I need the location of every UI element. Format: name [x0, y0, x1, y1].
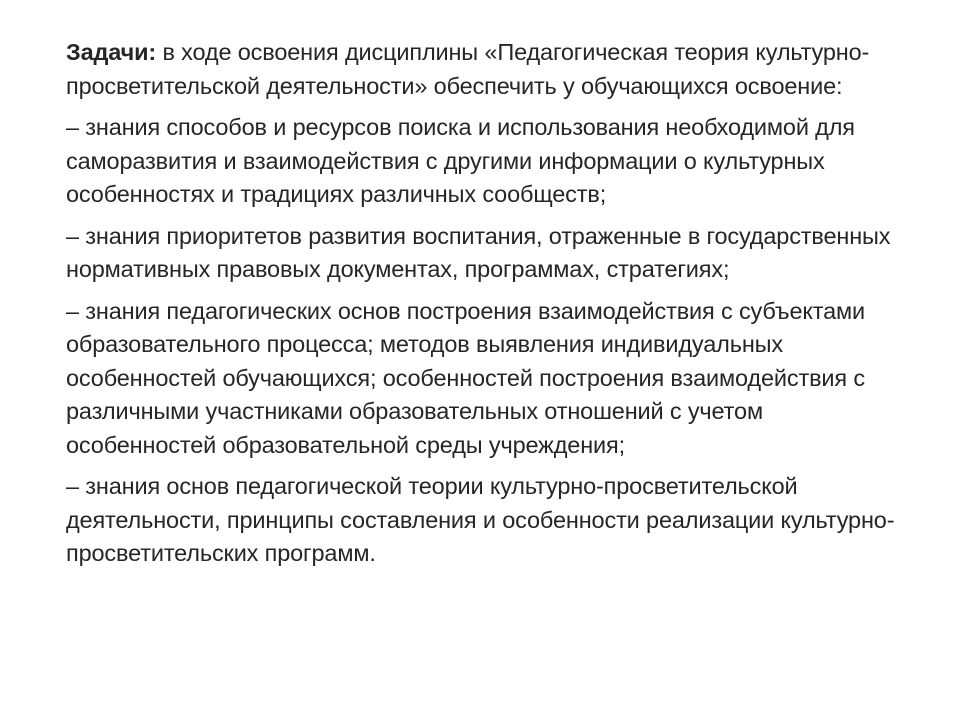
list-item: – знания педагогических основ построения взаимодействия с субъектами образовательного процесса; методов выявления индивидуальных особенностей обучающихся; особенностей построения взаимодействия с различными участниками образовательных отношений с учетом особенностей образовательной среды учреждения;: [66, 297, 866, 458]
intro-paragraph: [66, 36, 906, 103]
slide-body: [66, 36, 906, 579]
list-item: – знания приоритетов развития воспитания, отраженные в государственных нормативных правовых документах, программах, стратегиях;: [66, 222, 891, 282]
list-item: – знания способов и ресурсов поиска и использования необходимой для саморазвития и взаимодействия с другими информации о культурных особенностях и традициях различных сообществ;: [66, 114, 855, 207]
intro-text: в ходе освоения дисциплины «Педагогическая теория культурно-просветительской деятельности» обеспечить у обучающихся освоение:: [66, 39, 870, 99]
tasks-label: Задачи:: [66, 39, 157, 65]
list-item: – знания основ педагогической теории культурно-просветительской деятельности, принципы составления и особенности реализации культурно-просветительских программ.: [66, 473, 895, 566]
